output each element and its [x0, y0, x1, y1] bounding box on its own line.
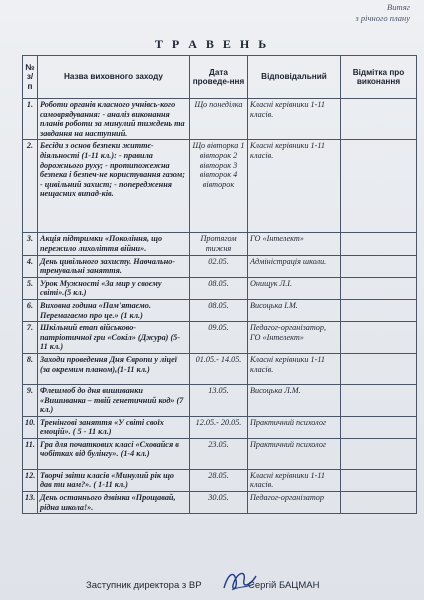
row-responsible: ГО «Інтелект»: [248, 233, 341, 255]
row-mark: [341, 140, 417, 233]
row-mark: [341, 492, 417, 514]
row-mark: [341, 277, 417, 299]
signatory-name: Сергій БАЦМАН: [248, 580, 320, 591]
row-date: 13.05.: [190, 384, 248, 416]
row-num: 11.: [23, 438, 38, 469]
row-event: Гра для початкових класі «Сховайся в чобітках від булінгу». (1-4 кл.): [38, 438, 190, 469]
row-responsible: Класні керівники 1-11 класів.: [248, 353, 341, 384]
row-num: 9.: [23, 384, 38, 416]
row-date: 01.05.- 14.05.: [190, 353, 248, 384]
row-mark: [341, 255, 417, 277]
row-date: 23.05.: [190, 438, 248, 469]
row-event: Бесіди з основ безпеки життє-діяльності (1-11 кл.): - правила дорожнього руху; - протипожежна безпека і безпеч-не користування газом; - цивільний захист; - попередження нещасних випад-ків.: [38, 140, 190, 233]
table-row: [23, 438, 417, 469]
table-row: [23, 233, 417, 255]
row-date: Що вівторка 1 вівторок 2 вівторок 3 вівторок 4 вівторок: [190, 140, 248, 233]
row-event: День цивільного захисту. Навчально-тренувальні заняття.: [38, 255, 190, 277]
row-event: Заходи проведення Дня Європи у ліцеї (за окремим планом),(1-11 кл.): [38, 353, 190, 384]
events-table: [22, 55, 417, 514]
row-date: 28.05.: [190, 469, 248, 491]
row-num: 4.: [23, 255, 38, 277]
row-date: 02.05.: [190, 255, 248, 277]
row-event: День останнього дзвінка «Прощавай, рідна школа!».: [38, 492, 190, 514]
header-note-line-2: з річного плану: [355, 13, 410, 23]
row-num: 5.: [23, 277, 38, 299]
signatory-position: Заступник директора з ВР: [86, 580, 202, 591]
row-num: 1.: [23, 99, 38, 140]
table-row: [23, 469, 417, 491]
row-responsible: Класні керівники 1-11 класів.: [248, 469, 341, 491]
row-event: Творчі звіти класів «Минулий рік що дав ти нам?». ( 1-11 кл.): [38, 469, 190, 491]
table-row: [23, 255, 417, 277]
row-date: 30.05.: [190, 492, 248, 514]
table-row: [23, 353, 417, 384]
table-row: [23, 492, 417, 514]
table-row: [23, 384, 417, 416]
row-mark: [341, 438, 417, 469]
column-header-num: № з/п: [23, 56, 38, 99]
row-event: Акція підтримки «Покоління, що пережило лихоліття війни».: [38, 233, 190, 255]
row-event: Урок Мужності «За мир у своєму світі».(5 кл.): [38, 277, 190, 299]
signature-line: [86, 580, 320, 591]
row-mark: [341, 353, 417, 384]
row-event: Виховна година «Пам'ятаємо. Перемагаємо про це.» (1 кл.): [38, 299, 190, 321]
row-event: Тренінгові заняття «У світі своїх емоцій». ( 5 - 11 кл.): [38, 416, 190, 438]
row-num: 3.: [23, 233, 38, 255]
row-date: Протягом тижня: [190, 233, 248, 255]
row-responsible: Педагог-організатор: [248, 492, 341, 514]
row-mark: [341, 233, 417, 255]
row-num: 6.: [23, 299, 38, 321]
row-event: Флешмоб до дня вишиванки «Вишиванка – твій генетичний код» (7 кл.): [38, 384, 190, 416]
table-row: [23, 140, 417, 233]
row-num: 12.: [23, 469, 38, 491]
row-mark: [341, 322, 417, 354]
row-num: 8.: [23, 353, 38, 384]
row-responsible: Педагог-організатор, ГО «Інтелект»: [248, 322, 341, 354]
row-date: 09.05.: [190, 322, 248, 354]
row-responsible: Класні керівники 1-11 класів.: [248, 140, 341, 233]
column-header-date: Дата проведе-ння: [190, 56, 248, 99]
row-mark: [341, 299, 417, 321]
table-row: [23, 299, 417, 321]
row-event: Роботи органів класного учнівсь-кого самоврядування: - аналіз виконання планів роботи за минулий тиждень та завдання на наступний.: [38, 99, 190, 140]
table-row: [23, 416, 417, 438]
row-num: 13.: [23, 492, 38, 514]
table-header-row: [23, 56, 417, 99]
table-row: [23, 277, 417, 299]
column-header-mark: Відмітка про виконання: [341, 56, 417, 99]
row-responsible: Висоцька І.М.: [248, 299, 341, 321]
row-date: 08.05.: [190, 299, 248, 321]
row-date: 08.05.: [190, 277, 248, 299]
row-responsible: Класні керівники 1-11 класів.: [248, 99, 341, 140]
row-responsible: Адміністрація школи.: [248, 255, 341, 277]
row-mark: [341, 416, 417, 438]
table-row: [23, 99, 417, 140]
row-responsible: Онищук Л.І.: [248, 277, 341, 299]
column-header-event: Назва виховного заходу: [38, 56, 190, 99]
row-mark: [341, 99, 417, 140]
row-date: Що понеділка: [190, 99, 248, 140]
row-responsible: Практичний психолог: [248, 416, 341, 438]
column-header-responsible: Відповідальний: [248, 56, 341, 99]
row-mark: [341, 469, 417, 491]
page-title: Т Р А В Е Н Ь: [154, 37, 270, 51]
row-num: 2.: [23, 140, 38, 233]
row-num: 10.: [23, 416, 38, 438]
row-mark: [341, 384, 417, 416]
row-date: 12.05.- 20.05.: [190, 416, 248, 438]
row-responsible: Практичний психолог: [248, 438, 341, 469]
header-note-line-1: Витяг: [387, 2, 410, 12]
row-responsible: Висоцька Л.М.: [248, 384, 341, 416]
header-note: [355, 2, 410, 24]
row-num: 7.: [23, 322, 38, 354]
row-event: Шкільний етап військово-патріотичної гри «Сокіл» (Джура) (5-11 кл.): [38, 322, 190, 354]
table-row: [23, 322, 417, 354]
